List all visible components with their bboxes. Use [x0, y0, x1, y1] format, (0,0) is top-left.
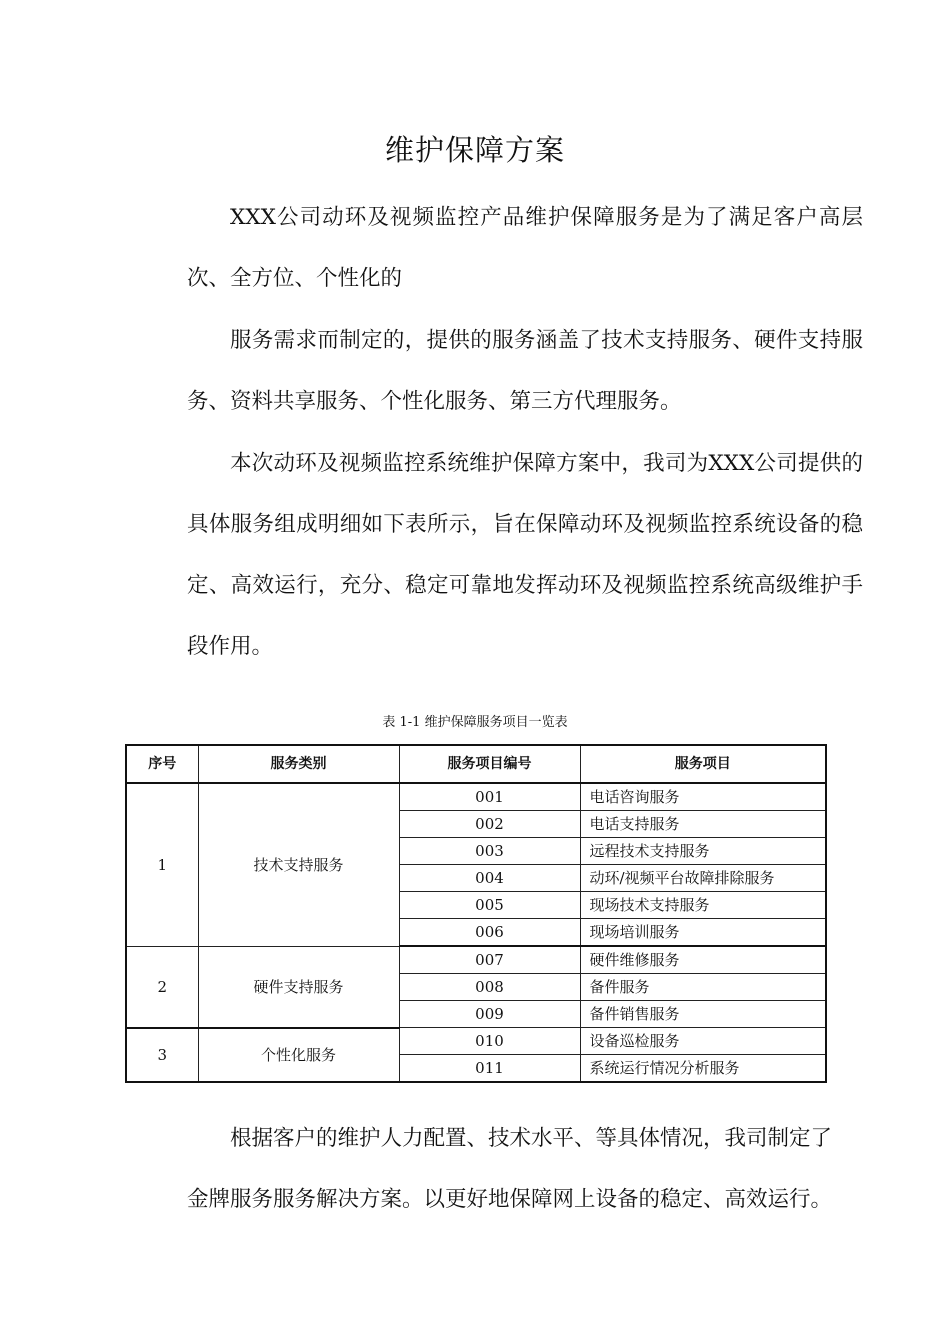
item-name: 电话支持服务 — [580, 811, 826, 838]
table-row — [126, 1028, 826, 1055]
header-index: 序号 — [126, 745, 198, 783]
item-name: 现场培训服务 — [580, 919, 826, 947]
item-code: 010 — [399, 1028, 580, 1055]
group-index: 2 — [126, 946, 198, 1028]
item-code: 005 — [399, 892, 580, 919]
item-code: 001 — [399, 783, 580, 811]
group-category: 个性化服务 — [198, 1028, 399, 1083]
group-category: 硬件支持服务 — [198, 946, 399, 1028]
table-caption: 表 1-1 维护保障服务项目一览表 — [382, 715, 568, 730]
paragraph-services: 服务需求而制定的，提供的服务涵盖了技术支持服务、硬件支持服务、资料共享服务、个性化服务、第三方代理服务。 — [187, 328, 863, 414]
header-category: 服务类别 — [198, 745, 399, 783]
table-row — [126, 946, 826, 974]
item-code: 006 — [399, 919, 580, 947]
paragraph-gold-service-1: 根据客户的维护人力配置、技术水平、等具体情况，我司制定了 — [230, 1126, 833, 1151]
header-item-name: 服务项目 — [580, 745, 826, 783]
group-index: 3 — [126, 1028, 198, 1083]
header-item-code: 服务项目编号 — [399, 745, 580, 783]
item-code: 003 — [399, 838, 580, 865]
table-header-row — [126, 745, 826, 783]
service-items-table — [125, 744, 827, 1083]
item-name: 设备巡检服务 — [580, 1028, 826, 1055]
item-code: 004 — [399, 865, 580, 892]
paragraph-gold-service-2: 金牌服务服务解决方案。以更好地保障网上设备的稳定、高效运行。 — [187, 1187, 833, 1212]
item-name: 系统运行情况分析服务 — [580, 1055, 826, 1083]
item-code: 009 — [399, 1001, 580, 1028]
item-name: 硬件维修服务 — [580, 946, 826, 974]
document-title: 维护保障方案 — [384, 133, 565, 167]
item-name: 现场技术支持服务 — [580, 892, 826, 919]
item-name: 备件服务 — [580, 974, 826, 1001]
item-name: 备件销售服务 — [580, 1001, 826, 1028]
item-name: 远程技术支持服务 — [580, 838, 826, 865]
item-code: 002 — [399, 811, 580, 838]
item-code: 007 — [399, 946, 580, 974]
item-code: 008 — [399, 974, 580, 1001]
table-row — [126, 783, 826, 811]
item-name: 动环/视频平台故障排除服务 — [580, 865, 826, 892]
item-name: 电话咨询服务 — [580, 783, 826, 811]
paragraph-intro: XXX公司动环及视频监控产品维护保障服务是为了满足客户高层次、全方位、个性化的 — [187, 205, 863, 291]
group-category: 技术支持服务 — [198, 783, 399, 946]
group-index: 1 — [126, 783, 198, 946]
paragraph-scheme: 本次动环及视频监控系统维护保障方案中，我司为XXX公司提供的具体服务组成明细如下表所示，旨在保障动环及视频监控系统设备的稳定、高效运行，充分、稳定可靠地发挥动环及视频监控系统高级维护手段作用。 — [187, 451, 863, 659]
item-code: 011 — [399, 1055, 580, 1083]
